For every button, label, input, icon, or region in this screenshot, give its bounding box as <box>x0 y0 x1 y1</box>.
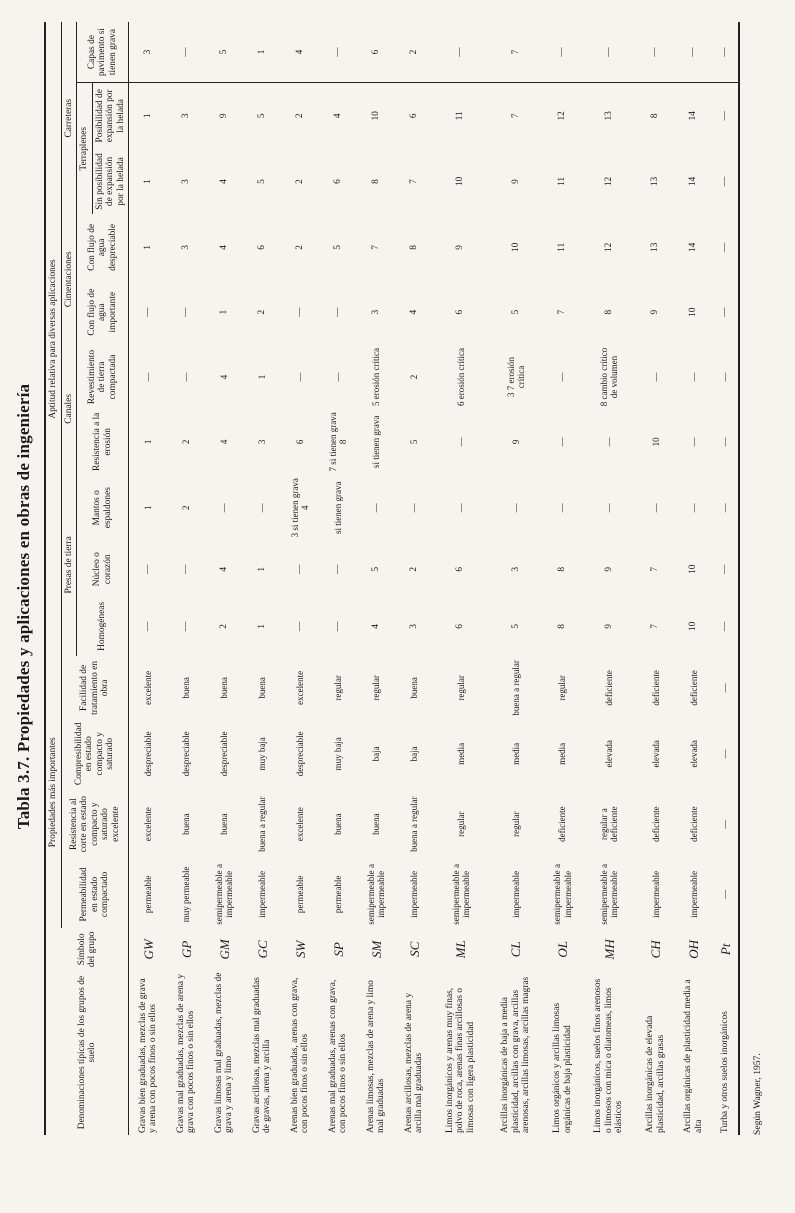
cell-con-helada: 6 <box>408 113 419 119</box>
table-body <box>129 22 739 1135</box>
cell-capas: 1 <box>243 22 281 83</box>
cell-homogeneas: 7 <box>650 624 661 629</box>
cell-permeabilidad: semipermeable a impermeable <box>599 864 620 925</box>
cell-resistencia: regular <box>455 811 466 837</box>
header-canales: Canales <box>61 344 77 474</box>
cell-facilidad: regular <box>557 675 568 701</box>
cell-mantos: si tienen grava <box>333 481 344 534</box>
cell-flujo-despreciable: 2 <box>294 245 305 250</box>
cell-con-helada: 13 <box>603 111 614 121</box>
cell-homogeneas: 5 <box>510 624 521 629</box>
cell-con-helada: 14 <box>688 111 699 121</box>
cell-sin-helada: 4 <box>219 179 230 184</box>
cell-resistencia: excelente <box>143 807 154 842</box>
cell-con-helada: 11 <box>455 111 466 121</box>
header-presas: Presas de tierra <box>61 474 77 656</box>
cell-denominacion: Limos inorgánicos y arenas muy finas, polvo de roca, arenas finas arcillosas o limosas con ligera plasticidad <box>444 987 476 1133</box>
header-nucleo: Núcleo o corazón <box>77 542 129 597</box>
cell-homogeneas: 4 <box>370 624 381 629</box>
cell-capas: 5 <box>205 22 243 83</box>
cell-compresibilidad: despreciable <box>181 731 192 777</box>
cell-mantos: — <box>510 503 521 513</box>
cell-denominacion: Limos orgánicos y arcillas limosas orgánicas de baja plasticidad <box>551 1002 573 1133</box>
cell-flujo-importante: — <box>713 280 739 344</box>
cell-flujo-importante: 8 <box>603 309 614 315</box>
cell-mantos: — <box>713 474 739 542</box>
cell-permeabilidad: — <box>713 860 739 928</box>
cell-denominacion: Gravas mal graduadas, mezclas de arena y grava con pocos finos o sin ellos <box>175 973 197 1133</box>
cell-sin-helada: 13 <box>650 176 661 187</box>
cell-mantos: — <box>257 503 268 513</box>
cell-sin-helada: 1 <box>143 179 154 184</box>
cell-facilidad: buena <box>408 677 419 699</box>
cell-capas: — <box>637 22 675 83</box>
cell-simbolo: SW <box>292 940 308 959</box>
cell-resistencia: buena <box>333 813 344 835</box>
cell-nucleo: 3 <box>510 566 521 572</box>
cell-facilidad: regular <box>371 675 382 701</box>
cell-homogeneas: — <box>143 621 154 632</box>
cell-flujo-despreciable: 7 <box>370 245 381 250</box>
cell-nucleo: 8 <box>557 566 568 572</box>
cell-facilidad: regular <box>455 675 466 701</box>
cell-facilidad: deficiente <box>688 670 699 706</box>
table-row <box>713 22 739 1135</box>
cell-flujo-despreciable: 3 <box>181 245 192 250</box>
cell-mantos: — <box>371 503 382 513</box>
header-facilidad: Facilidad de tratamiento en obra <box>61 656 129 720</box>
cell-denominacion: Gravas arcillosas, mezclas mal graduadas de gravas, arena y arcilla <box>251 977 273 1133</box>
cell-simbolo: ML <box>453 940 469 959</box>
cell-flujo-importante: — <box>143 307 154 317</box>
cell-permeabilidad: impermeable <box>510 870 521 918</box>
cell-compresibilidad: despreciable <box>219 731 230 777</box>
cell-homogeneas: — <box>713 597 739 656</box>
cell-revestimiento: — <box>143 372 154 382</box>
cell-permeabilidad: semipermeable a impermeable <box>366 864 387 925</box>
cell-denominacion: Arcillas inorgánicas de baja a media plasticidad, arcillas con grava, arcillas arenosas, arcillas limosas, arcillas magras <box>500 976 532 1133</box>
cell-erosion: 6 <box>295 439 306 445</box>
cell-nucleo: 4 <box>219 566 230 572</box>
cell-homogeneas: 2 <box>219 624 230 629</box>
cell-resistencia: excelente <box>295 807 306 842</box>
cell-facilidad: excelente <box>295 670 306 705</box>
cell-nucleo: — <box>143 564 154 574</box>
cell-homogeneas: — <box>294 621 305 632</box>
cell-flujo-despreciable: 5 <box>332 245 343 250</box>
cell-nucleo: — <box>294 564 305 574</box>
cell-resistencia: regular <box>510 811 521 837</box>
cell-capas: 2 <box>395 22 433 83</box>
cell-simbolo: OL <box>555 941 570 958</box>
cell-nucleo: 9 <box>603 566 614 572</box>
cell-sin-helada: 2 <box>294 179 305 184</box>
cell-facilidad: deficiente <box>650 670 661 706</box>
header-sin-helada: Sin posibilidad de expansión por la helada <box>92 149 129 215</box>
cell-con-helada: 4 <box>332 113 343 119</box>
cell-con-helada: 9 <box>219 113 230 119</box>
cell-simbolo: GC <box>254 940 270 959</box>
cell-denominacion: Arenas mal graduadas, arenas con grava, con pocos finos o sin ellos <box>327 979 349 1133</box>
cell-compresibilidad: media <box>455 742 466 765</box>
cell-permeabilidad: permeable <box>333 875 344 914</box>
cell-resistencia: buena <box>219 813 230 835</box>
cell-homogeneas: 3 <box>408 624 419 629</box>
cell-erosion: 9 <box>510 439 521 445</box>
header-homogeneas: Homogéneas <box>77 597 129 656</box>
cell-capas: 6 <box>357 22 395 83</box>
cell-revestimiento: — <box>333 372 344 382</box>
cell-flujo-despreciable: 14 <box>688 242 699 253</box>
cell-compresibilidad: — <box>713 720 739 788</box>
cell-flujo-despreciable: 11 <box>557 242 568 252</box>
cell-flujo-importante: — <box>181 307 192 317</box>
cell-permeabilidad: semipermeable a impermeable <box>450 864 471 925</box>
cell-erosion: si tienen grava <box>371 415 382 469</box>
cell-simbolo: CL <box>508 941 524 958</box>
cell-mantos: 3 si tienen grava 4 <box>290 478 311 538</box>
cell-nucleo: 10 <box>688 564 699 574</box>
header-resistencia: Resistencia al corte en estado compacto y saturado excelente <box>61 788 129 861</box>
cell-revestimiento: 4 <box>219 374 230 380</box>
cell-flujo-importante: 3 <box>370 309 381 315</box>
cell-denominacion: Arcillas orgánicas de plasticidad media a alta <box>683 979 704 1133</box>
cell-flujo-despreciable: 10 <box>510 242 521 253</box>
cell-flujo-importante: 6 <box>455 309 466 315</box>
header-permeabilidad: Permeabilidad en estado compactado <box>61 860 129 928</box>
cell-mantos: 2 <box>181 505 192 510</box>
cell-flujo-importante: 10 <box>688 307 699 317</box>
cell-compresibilidad: elevada <box>650 740 661 768</box>
cell-facilidad: regular <box>333 675 344 701</box>
cell-homogeneas: 6 <box>455 624 466 629</box>
cell-mantos: — <box>688 503 699 513</box>
cell-capas: — <box>675 22 713 83</box>
cell-homogeneas: 10 <box>688 621 699 632</box>
cell-homogeneas: — <box>332 621 343 632</box>
cell-permeabilidad: impermeable <box>408 870 419 918</box>
cell-flujo-importante: 7 <box>557 309 568 315</box>
cell-flujo-despreciable: 12 <box>603 242 614 253</box>
cell-erosion: — <box>455 437 466 447</box>
header-carreteras: Carreteras <box>61 22 77 214</box>
cell-simbolo: GW <box>140 939 156 960</box>
table-row <box>281 22 319 1135</box>
cell-sin-helada: — <box>713 149 739 215</box>
cell-capas: — <box>581 22 636 83</box>
cell-revestimiento: 5 erosión crítica <box>371 348 382 406</box>
table-row <box>357 22 395 1135</box>
table-row <box>433 22 488 1135</box>
cell-permeabilidad: semipermeable a impermeable <box>552 864 573 925</box>
cell-capas: — <box>544 22 582 83</box>
cell-mantos: — <box>650 503 661 513</box>
cell-sin-helada: 14 <box>688 176 699 187</box>
cell-permeabilidad: impermeable <box>688 870 699 918</box>
cell-denominacion: Limos inorgánicos, suelos finos arenosos o limosos con mica o diatomeas, limos elásticos <box>593 978 625 1133</box>
cell-permeabilidad: permeable <box>295 875 306 914</box>
cell-facilidad: buena <box>257 677 268 699</box>
cell-flujo-despreciable: 6 <box>257 245 268 250</box>
cell-sin-helada: 9 <box>510 179 521 184</box>
cell-homogeneas: — <box>181 621 192 632</box>
cell-mantos: — <box>408 503 419 513</box>
header-cimentaciones: Cimentaciones <box>61 214 77 344</box>
cell-revestimiento: — <box>650 372 661 382</box>
cell-flujo-despreciable: — <box>713 214 739 280</box>
cell-mantos: — <box>604 503 615 513</box>
cell-resistencia: buena <box>371 813 382 835</box>
cell-con-helada: 1 <box>143 113 154 119</box>
table-row <box>637 22 675 1135</box>
table-row <box>395 22 433 1135</box>
cell-permeabilidad: permeable <box>143 875 154 914</box>
cell-erosion: 5 <box>408 439 419 445</box>
header-revestimiento: Revestimiento de tierra compactada <box>77 344 129 410</box>
table-row <box>675 22 713 1135</box>
cell-simbolo: MH <box>601 939 617 960</box>
cell-facilidad: — <box>713 656 739 720</box>
header-compresibilidad: Compresibilidad en estado compacto y saturado <box>61 720 129 788</box>
header-resistencia-erosion: Resistencia a la erosión <box>77 410 129 474</box>
cell-denominacion: Gravas bien graduadas, mezclas de grava y arena con pocos finos o sin ellos <box>137 978 159 1133</box>
cell-erosion: — <box>713 410 739 474</box>
cell-homogeneas: 9 <box>603 624 614 629</box>
cell-revestimiento: — <box>181 372 192 382</box>
cell-compresibilidad: media <box>510 742 521 765</box>
cell-nucleo: 1 <box>257 566 268 572</box>
cell-denominacion: Gravas limosas mal graduadas, mezclas de grava y arena y limo <box>213 972 235 1133</box>
cell-revestimiento: — <box>713 344 739 410</box>
cell-permeabilidad: muy permeable <box>181 866 192 923</box>
cell-denominacion: Arenas limosas, mezclas de arena y limo mal graduadas <box>365 980 387 1133</box>
cell-sin-helada: 12 <box>603 176 614 187</box>
table-row <box>167 22 205 1135</box>
cell-erosion: 1 <box>143 439 154 445</box>
cell-mantos: — <box>455 503 466 513</box>
cell-compresibilidad: despreciable <box>295 731 306 777</box>
cell-capas: — <box>433 22 488 83</box>
cell-revestimiento: 1 <box>257 374 268 380</box>
cell-denominacion: Arenas arcillosas, mezclas de arena y arcilla mal graduadas <box>403 992 425 1133</box>
cell-resistencia: buena <box>181 813 192 835</box>
cell-sin-helada: 8 <box>370 179 381 184</box>
cell-denominacion: Turba y otros suelos inorgánicos <box>713 970 739 1135</box>
cell-nucleo: 6 <box>455 566 466 572</box>
cell-permeabilidad: semipermeable a impermeable <box>214 864 235 925</box>
cell-revestimiento: 8 cambio crítico de volumen <box>599 347 620 407</box>
cell-facilidad: excelente <box>143 670 154 705</box>
cell-simbolo: GP <box>178 940 194 959</box>
cell-con-helada: 8 <box>650 113 661 119</box>
cell-flujo-despreciable: 9 <box>455 245 466 250</box>
cell-capas: 4 <box>281 22 319 83</box>
cell-con-helada: 7 <box>510 113 521 119</box>
cell-capas: — <box>167 22 205 83</box>
table-row <box>319 22 357 1135</box>
cell-capas: 7 <box>488 22 543 83</box>
header-terraplenes: Terraplenes <box>77 83 93 215</box>
cell-capas: 3 <box>129 22 168 83</box>
cell-resistencia: regular a deficiente <box>599 806 620 842</box>
cell-nucleo: — <box>332 564 343 574</box>
cell-denominacion: Arcillas inorgánicas de elevada plasticidad, arcillas grasas <box>645 1015 666 1133</box>
cell-sin-helada: 6 <box>332 179 343 184</box>
cell-compresibilidad: baja <box>371 746 382 762</box>
cell-revestimiento: — <box>557 372 568 382</box>
cell-revestimiento: 2 <box>408 374 419 380</box>
cell-sin-helada: 3 <box>181 179 192 184</box>
cell-resistencia: deficiente <box>650 806 661 842</box>
cell-revestimiento: — <box>295 372 306 382</box>
cell-simbolo: GM <box>216 939 232 960</box>
cell-flujo-despreciable: 4 <box>219 245 230 250</box>
cell-permeabilidad: impermeable <box>650 870 661 918</box>
cell-simbolo: CH <box>648 940 664 959</box>
header-flujo-importante: Con flujo de agua importante <box>77 280 129 344</box>
cell-simbolo: SM <box>368 940 384 959</box>
cell-resistencia: deficiente <box>688 806 699 842</box>
cell-compresibilidad: media <box>557 742 568 765</box>
cell-erosion: — <box>604 437 615 447</box>
cell-facilidad: buena <box>181 677 192 699</box>
cell-facilidad: buena <box>219 677 230 699</box>
cell-con-helada: — <box>713 83 739 149</box>
cell-resistencia: — <box>713 788 739 861</box>
table-title: Tabla 3.7. Propiedades y aplicaciones en obras de ingeniería <box>14 383 33 830</box>
cell-nucleo: 5 <box>370 566 381 572</box>
table-row <box>205 22 243 1135</box>
cell-resistencia: buena a regular <box>257 796 268 852</box>
cell-simbolo: Pt <box>713 928 739 970</box>
cell-flujo-importante: 5 <box>510 309 521 315</box>
cell-mantos: — <box>219 503 230 513</box>
cell-simbolo: OH <box>686 939 702 959</box>
cell-facilidad: deficiente <box>604 670 615 706</box>
table-row <box>544 22 582 1135</box>
header-mantos: Mantos o espaldones <box>77 474 129 542</box>
cell-simbolo: SP <box>330 942 346 957</box>
cell-erosion: 4 <box>219 439 230 445</box>
cell-facilidad: buena a regular <box>510 660 521 716</box>
table-row <box>488 22 543 1135</box>
cell-sin-helada: 10 <box>455 176 466 187</box>
cell-flujo-despreciable: 1 <box>143 245 154 250</box>
cell-sin-helada: 7 <box>408 179 419 184</box>
header-con-helada: Posibilidad de expansión por la helada <box>92 83 129 149</box>
cell-homogeneas: 8 <box>557 624 568 629</box>
cell-nucleo: — <box>181 564 192 574</box>
cell-flujo-despreciable: 13 <box>650 242 661 253</box>
cell-erosion: 2 <box>181 439 192 445</box>
properties-table <box>44 22 740 1135</box>
cell-sin-helada: 5 <box>257 179 268 184</box>
cell-simbolo: SC <box>406 941 422 957</box>
cell-nucleo: 7 <box>650 566 661 572</box>
cell-revestimiento: — <box>688 372 699 382</box>
header-propiedades: Propiedades más importantes <box>45 656 61 928</box>
cell-compresibilidad: muy baja <box>257 737 268 771</box>
table-row <box>243 22 281 1135</box>
cell-compresibilidad: elevada <box>604 740 615 768</box>
header-flujo-despreciable: Con flujo de agua despreciable <box>77 214 129 280</box>
cell-flujo-importante: 2 <box>257 309 268 315</box>
cell-compresibilidad: baja <box>408 746 419 762</box>
header-aptitud: Aptitud relativa para diversas aplicaciones <box>45 22 61 656</box>
cell-mantos: — <box>557 503 568 513</box>
cell-nucleo: — <box>713 542 739 597</box>
cell-nucleo: 2 <box>408 566 419 572</box>
cell-resistencia: deficiente <box>557 806 568 842</box>
cell-homogeneas: 1 <box>257 624 268 629</box>
cell-flujo-importante: — <box>294 307 305 317</box>
cell-capas: — <box>319 22 357 83</box>
cell-compresibilidad: muy baja <box>333 737 344 771</box>
cell-con-helada: 12 <box>557 111 568 121</box>
source-note: Según Wagner, 1957. <box>752 1053 763 1135</box>
cell-flujo-importante: 1 <box>219 309 230 315</box>
cell-compresibilidad: despreciable <box>143 731 154 777</box>
cell-con-helada: 2 <box>294 113 305 119</box>
cell-con-helada: 10 <box>370 111 381 121</box>
cell-con-helada: 5 <box>257 113 268 119</box>
cell-capas: — <box>713 22 739 83</box>
cell-flujo-importante: — <box>332 307 343 317</box>
table-row <box>581 22 636 1135</box>
header-capas: Capas de pavimento si tienen grava <box>77 22 129 83</box>
header-simbolo: Símbolo del grupo <box>45 928 129 970</box>
cell-mantos: 1 <box>143 505 154 510</box>
cell-flujo-importante: 4 <box>408 309 419 315</box>
cell-resistencia: buena a regular <box>408 796 419 852</box>
table-row <box>129 22 168 1135</box>
cell-flujo-despreciable: 8 <box>408 245 419 250</box>
cell-denominacion: Arenas bien graduadas, arenas con grava, con pocos finos o sin ellos <box>289 977 311 1133</box>
header-denominaciones: Denominaciones típicas de los grupos de suelo <box>45 970 129 1135</box>
cell-erosion: 7 si tienen grava 8 <box>328 412 349 472</box>
cell-sin-helada: 11 <box>557 176 568 186</box>
cell-erosion: — <box>688 437 699 447</box>
cell-erosion: 3 <box>257 439 268 445</box>
cell-revestimiento: 6 erosión crítica <box>455 348 466 406</box>
cell-erosion: 10 <box>650 437 661 447</box>
cell-erosion: — <box>557 437 568 447</box>
cell-permeabilidad: impermeable <box>257 870 268 918</box>
cell-con-helada: 3 <box>181 113 192 119</box>
cell-flujo-importante: 9 <box>650 309 661 315</box>
cell-revestimiento: 3 7 erosión crítica <box>505 357 526 397</box>
cell-compresibilidad: elevada <box>688 740 699 768</box>
